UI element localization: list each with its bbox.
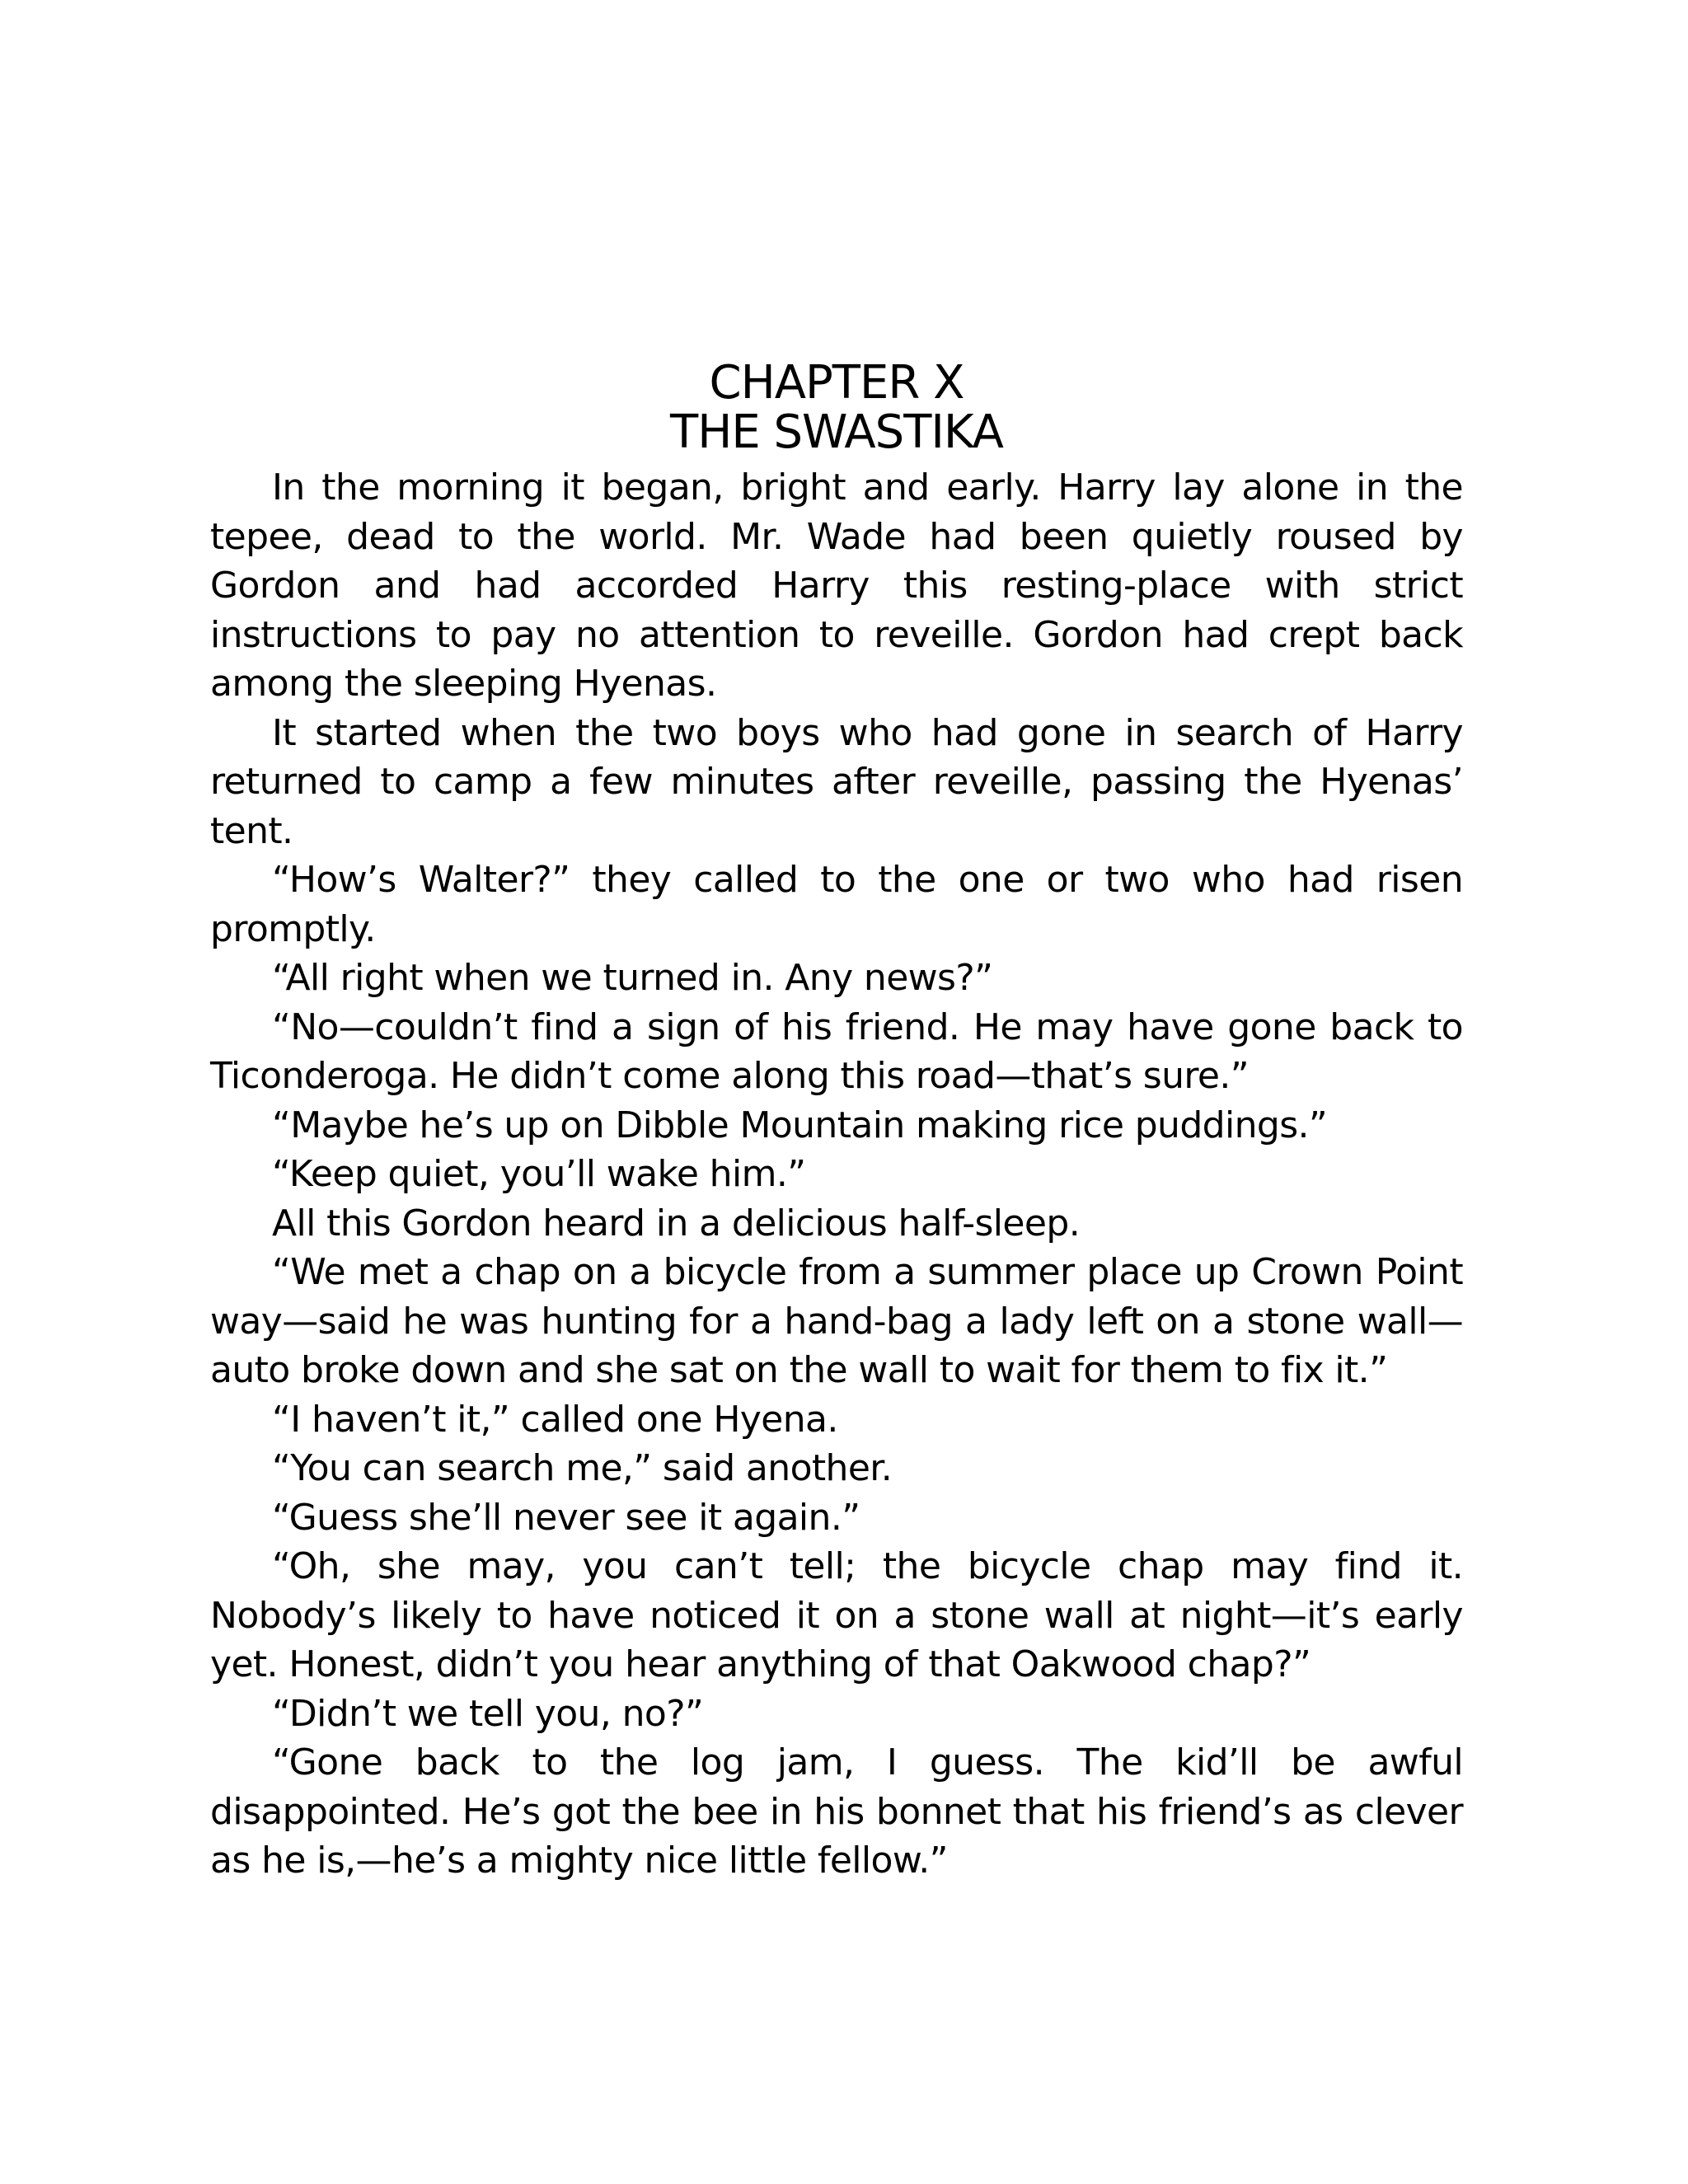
paragraph: “Guess she’ll never see it again.” <box>272 1496 860 1539</box>
paragraph: It started when the two boys who had gone in search of Harry returned to camp a few minutes after reveille, passing the Hyenas’ tent. <box>210 711 1463 852</box>
paragraph: “I haven’t it,” called one Hyena. <box>272 1398 838 1441</box>
paragraph: “Gone back to the log jam, I guess. The kid’ll be awful disappointed. He’s got the bee in his bonnet that his friend’s as clever as he is,—he’s a mighty nice little fellow.” <box>210 1741 1463 1882</box>
paragraph: “How’s Walter?” they called to the one or two who had risen promptly. <box>210 859 1463 950</box>
paragraph: “All right when we turned in. Any news?” <box>272 957 993 999</box>
paragraph: “We met a chap on a bicycle from a summer place up Crown Point way—said he was hunting for a hand-bag a lady left on a stone wall—auto broke down and she sat on the wall to wait for them to fix it.” <box>210 1251 1463 1391</box>
paragraph: “Didn’t we tell you, no?” <box>272 1692 704 1735</box>
paragraph: “Maybe he’s up on Dibble Mountain making rice puddings.” <box>272 1104 1328 1146</box>
paragraph: “No—couldn’t find a sign of his friend. He may have gone back to Ticonderoga. He didn’t come along this road—that’s sure.” <box>210 1005 1463 1097</box>
book-page <box>210 356 1463 1886</box>
paragraph: In the morning it began, bright and early. Harry lay alone in the tepee, dead to the world. Mr. Wade had been quietly roused by Gordon and had accorded Harry this resting-place with strict instructions to pay no attention to reveille. Gordon had crept back among the sleeping Hyenas. <box>210 466 1463 705</box>
chapter-number: CHAPTER X <box>709 356 964 410</box>
paragraph: All this Gordon heard in a delicious half-sleep. <box>272 1202 1081 1244</box>
paragraph: “Keep quiet, you’ll wake him.” <box>272 1153 806 1195</box>
paragraph: “Oh, she may, you can’t tell; the bicycle chap may find it. Nobody’s likely to have noticed it on a stone wall at night—it’s early yet. Honest, didn’t you hear anything of that Oakwood chap?” <box>210 1545 1463 1685</box>
chapter-body <box>210 463 1463 1886</box>
chapter-heading <box>210 356 1463 459</box>
paragraph: “You can search me,” said another. <box>272 1447 893 1489</box>
chapter-title: THE SWASTIKA <box>670 405 1003 459</box>
